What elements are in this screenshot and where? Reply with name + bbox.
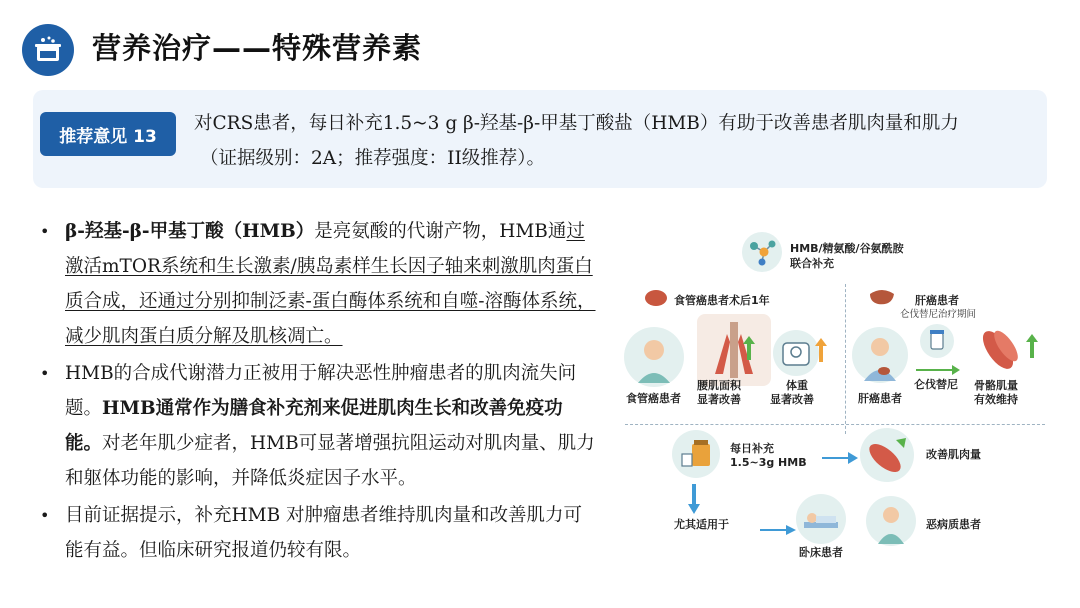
right-effect-line-1: 骨骼肌量 — [974, 379, 1018, 392]
left-effect-1-line-1: 腰肌面积 — [697, 379, 741, 392]
esophagus-icon — [643, 288, 669, 308]
bullet-1-text: 是亮氨酸的代谢产物，HMB通 — [314, 221, 567, 242]
patient-avatar-icon — [624, 327, 684, 387]
recommendation-line-2: （证据级别：2A；推荐强度：II级推荐）。 — [200, 148, 545, 169]
muscle-icon — [860, 428, 914, 482]
daily-dose-line-1: 每日补充 — [730, 442, 774, 455]
right-panel-subtitle: 仑伐替尼治疗期间 — [900, 309, 977, 320]
daily-dose-line-2: 1.5~3g HMB — [730, 456, 807, 469]
recommendation-badge: 推荐意见 13 — [40, 112, 176, 156]
arrow-up-icon — [815, 338, 827, 362]
recommendation-text — [194, 106, 1034, 176]
psoas-muscle-icon — [697, 314, 771, 386]
bullet-item — [38, 356, 598, 496]
arrow-up-icon — [743, 336, 755, 360]
lab-beaker-icon — [22, 24, 74, 76]
pill-bottle-icon — [920, 324, 954, 358]
bullet-dot: • — [40, 364, 50, 383]
cachexia-patient-icon — [866, 496, 916, 546]
arrow-down-icon — [688, 484, 700, 514]
horizontal-divider — [625, 424, 1045, 425]
right-panel-title: 肝癌患者 — [915, 294, 959, 307]
right-drug-label: 仑伐替尼 — [914, 378, 958, 391]
patient-avatar-icon — [852, 327, 908, 383]
bullet-2-bold: HMB通常作为膳食补充剂来促进肌肉生长和改善免疫功能。 — [65, 398, 563, 454]
bullet-1-bold: β-羟基-β-甲基丁酸（HMB） — [65, 221, 315, 242]
hmb-infographic — [610, 224, 1050, 604]
bullet-3-text: 目前证据提示，补充HMB 对肿瘤患者维持肌肉量和改善肌力可能有益。但临床研究报道仍较有限。 — [65, 505, 583, 561]
arrow-up-icon — [1026, 334, 1038, 358]
left-patient-label: 食管癌患者 — [626, 392, 681, 405]
muscle-icon — [972, 320, 1028, 374]
scale-icon — [773, 330, 819, 376]
bullet-2-text-2: 对老年肌少症者，HMB可显著增强抗阻运动对肌肉量、肌力和躯体功能的影响，并降低炎症因子水平。 — [65, 433, 595, 489]
molecule-icon — [742, 232, 782, 272]
right-effect-line-2: 有效维持 — [974, 393, 1018, 406]
left-effect-1-line-2: 显著改善 — [697, 393, 741, 406]
bullet-2-text-1: HMB的合成代谢潜力正被用于解决恶性肿瘤患者的肌肉流失问题。 — [65, 363, 577, 419]
left-effect-2-line-1: 体重 — [786, 379, 808, 392]
improve-muscle-label: 改善肌肉量 — [926, 448, 981, 461]
arrow-right-icon — [822, 449, 858, 461]
especially-for-label: 尤其适用于 — [674, 518, 729, 531]
bullet-list — [38, 214, 598, 570]
combo-label-1: HMB/精氨酸/谷氨酰胺 — [790, 242, 904, 255]
arrow-right-icon — [760, 520, 796, 530]
bullet-item — [38, 498, 598, 568]
arrow-right-icon — [916, 360, 960, 370]
bullet-item — [38, 214, 598, 354]
cachexia-label: 恶病质患者 — [926, 518, 981, 531]
liver-icon — [868, 288, 896, 308]
recommendation-line-1: 对CRS患者，每日补充1.5~3 g β-羟基-β-甲基丁酸盐（HMB）有助于改善患者肌肉量和肌力 — [194, 113, 959, 134]
bullet-1-underlined: 过激活mTOR系统和生长激素/胰岛素样生长因子轴来刺激肌肉蛋白质合成，还通过分别抑制泛素-蛋白酶体系统和自噬-溶酶体系统，减少肌肉蛋白质分解及肌核凋亡。 — [65, 221, 596, 347]
left-effect-2-line-2: 显著改善 — [770, 393, 814, 406]
page-title: 营养治疗——特殊营养素 — [92, 31, 423, 65]
bullet-dot: • — [40, 222, 50, 241]
right-patient-label: 肝癌患者 — [858, 392, 902, 405]
bedridden-label: 卧床患者 — [799, 546, 843, 559]
left-panel-title: 食管癌患者术后1年 — [674, 294, 770, 307]
bedridden-patient-icon — [796, 494, 846, 544]
vertical-divider — [845, 284, 846, 434]
bullet-dot: • — [40, 506, 50, 525]
supplement-jar-icon — [672, 430, 720, 478]
combo-label-2: 联合补充 — [790, 257, 834, 270]
